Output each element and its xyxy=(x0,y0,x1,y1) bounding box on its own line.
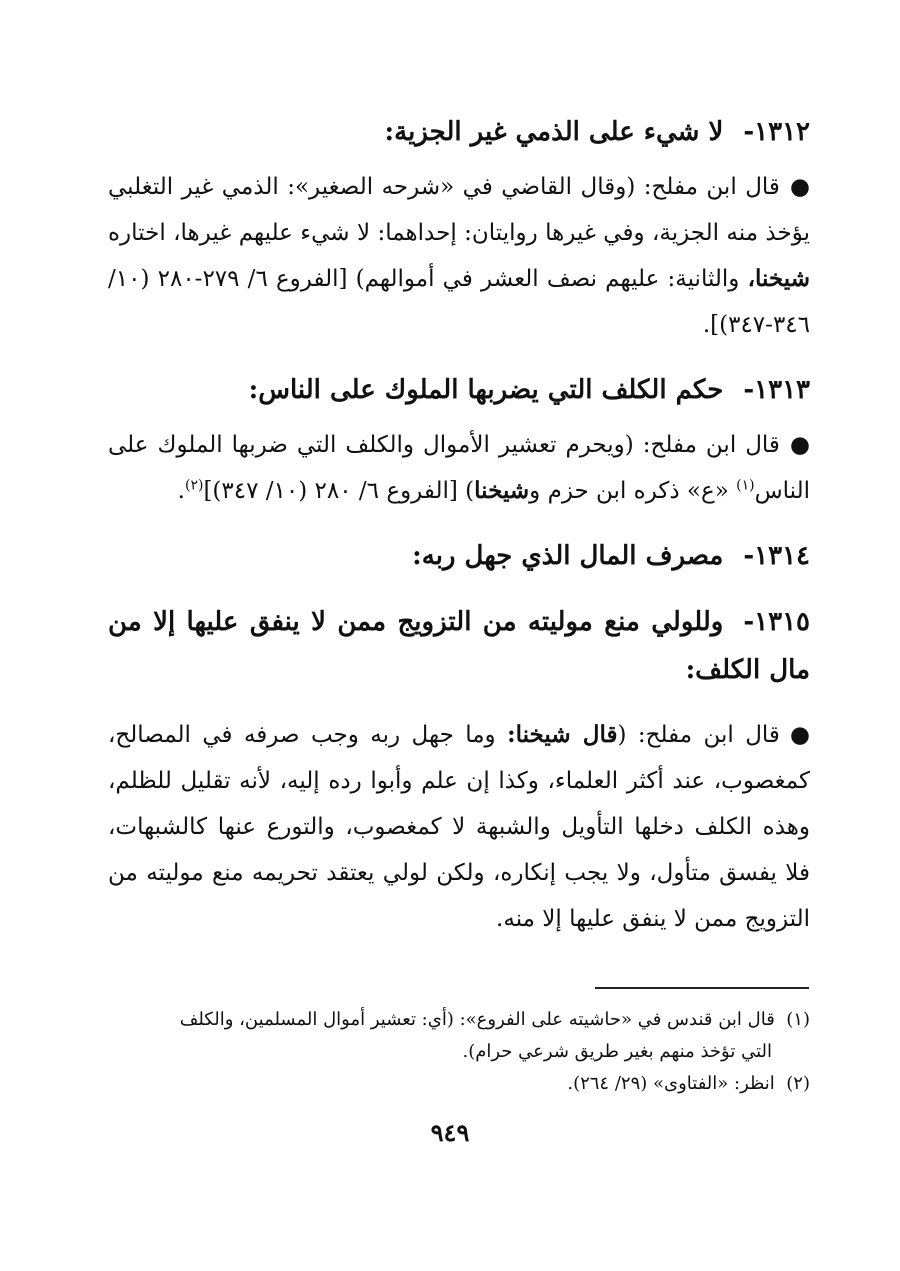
paragraph-text: وما جهل ربه وجب صرفه في المصالح، كمغصوب، عند أكثر العلماء، وكذا إن علم وأبوا رده إليه، لأنه تقليل للظلم، وهذه الكلف دخلها التأويل والشبهة لا كمغصوب، والتورع عنها كالشبهات، فلا يفسق متأول، ولا يجب إنكاره، ولكن لولي يعتقد تحريمه منع موليته من التزويج ممن لا ينفق عليها إلا منه. xyxy=(108,722,810,932)
section-heading-1314 xyxy=(108,532,810,580)
page-number: ٩٤٩ xyxy=(430,1118,470,1147)
paragraph-text: قال ابن مفلح: (ويحرم تعشير الأموال والكلف التي ضربها الملوك على الناس xyxy=(108,432,810,504)
footnote-text: انظر: «الفتاوى» (٢٩/ ٢٦٤). xyxy=(567,1073,775,1094)
section-number: ١٣١٣- xyxy=(743,375,810,405)
section-heading-1312 xyxy=(108,108,810,156)
footnote-1 xyxy=(108,1004,810,1036)
footnote-marker: (٢) xyxy=(786,1073,810,1094)
paragraph-text-3: ) [الفروع ٦/ ٢٨٠ (١٠/ ٣٤٧)] xyxy=(203,478,475,504)
paragraph-text-end: والثانية: عليهم نصف العشر في أموالهم) [الفروع ٦/ ٢٧٩-٢٨٠ (١٠/ ٣٤٦-٣٤٧)]. xyxy=(108,266,810,338)
paragraph-text-end: . xyxy=(177,478,185,504)
bullet-icon: ● xyxy=(789,722,810,748)
section-title: لا شيء على الذمي غير الجزية: xyxy=(384,117,724,147)
paragraph-text-2: «ع» ذكره ابن حزم و xyxy=(529,478,737,504)
bullet-icon: ● xyxy=(789,432,810,458)
bullet-icon: ● xyxy=(789,174,810,200)
paragraph-1315 xyxy=(108,712,810,942)
section-number: ١٣١٢- xyxy=(743,117,810,147)
paragraph-text: قال ابن مفلح: (وقال القاضي في «شرحه الصغير»: الذمي غير التغلبي يؤخذ منه الجزية، وفي غيرها روايتان: إحداهما: لا شيء عليهم غيرها، اختاره xyxy=(108,174,810,246)
section-title: حكم الكلف التي يضربها الملوك على الناس: xyxy=(248,375,724,405)
footnotes xyxy=(108,1004,810,1100)
section-title: وللولي منع موليته من التزويج ممن لا ينفق عليها إلا من مال الكلف: xyxy=(108,607,810,685)
bold-shaykhuna: شيخنا xyxy=(474,477,530,504)
section-title: مصرف المال الذي جهل ربه: xyxy=(412,541,724,571)
section-heading-1315 xyxy=(108,598,810,694)
footnote-ref-1[interactable]: (١) xyxy=(736,477,755,494)
footnote-marker: (١) xyxy=(786,1009,810,1030)
footnote-text: قال ابن قندس في «حاشيته على الفروع»: (أي: تعشير أموال المسلمين، والكلف xyxy=(179,1009,775,1030)
section-number: ١٣١٥- xyxy=(743,607,810,637)
page-body xyxy=(108,108,810,942)
section-heading-1313 xyxy=(108,366,810,414)
bold-qala-shaykhuna: قال شيخنا: xyxy=(507,721,618,748)
paragraph-1312 xyxy=(108,164,810,348)
footnote-2 xyxy=(108,1068,810,1100)
bold-shaykhuna: شيخنا، xyxy=(747,265,810,292)
paragraph-1313 xyxy=(108,422,810,514)
footnote-1-continued: التي تؤخذ منهم بغير طريق شرعي حرام). xyxy=(462,1041,772,1062)
section-number: ١٣١٤- xyxy=(743,541,810,571)
footnote-divider xyxy=(595,987,809,989)
footnote-ref-2[interactable]: (٢) xyxy=(184,477,204,494)
paragraph-text-start: قال ابن مفلح: ( xyxy=(617,722,780,748)
